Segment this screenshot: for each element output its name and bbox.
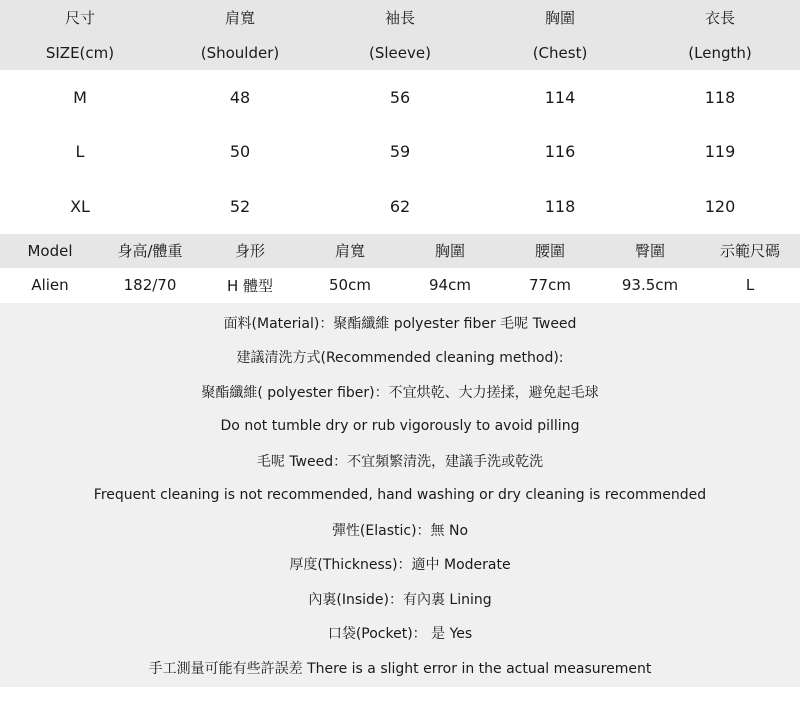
length-cell: 118 (704, 87, 736, 107)
body-type-cell: H 體型 (226, 276, 274, 295)
polyester-care-note-en: Do not tumble dry or rub vigorously to avoid pilling (220, 418, 580, 435)
model-table-header (0, 234, 800, 268)
header-size-en: SIZE(cm) (45, 43, 115, 62)
model-size-cell: L (745, 276, 755, 294)
size-table-header (0, 0, 800, 70)
header-height-weight: 身高/體重 (117, 242, 183, 260)
product-notes (0, 303, 800, 687)
table-row (0, 268, 800, 303)
header-shoulder: 肩寬 (334, 242, 365, 260)
chest-cell: 94cm (429, 276, 471, 294)
header-length-en: (Length) (688, 43, 752, 62)
sleeve-cell: 59 (389, 142, 411, 162)
size-header-zh-row (0, 0, 800, 35)
inside-note: 內裏(Inside)：有內裏 Lining (308, 591, 492, 608)
header-chest-en: (Chest) (532, 43, 588, 62)
table-row (0, 179, 800, 234)
table-row (0, 70, 800, 125)
header-body-type: 身形 (234, 242, 265, 260)
chest-cell: 116 (544, 142, 576, 162)
measurement-error-note: 手工測量可能有些許誤差 There is a slight error in the actual measurement (148, 660, 652, 677)
hip-cell: 93.5cm (621, 276, 679, 294)
chest-cell: 118 (544, 196, 576, 216)
shoulder-cell: 50cm (329, 276, 371, 294)
table-row (0, 125, 800, 180)
model-name-cell: Alien (31, 276, 69, 294)
header-sleeve-zh: 袖長 (384, 9, 415, 27)
header-size-zh: 尺寸 (64, 9, 95, 27)
length-cell: 120 (704, 196, 736, 216)
header-length-zh: 衣長 (704, 9, 735, 27)
header-chest: 胸圍 (434, 242, 465, 260)
size-header-en-row (0, 35, 800, 70)
shoulder-cell: 48 (229, 87, 251, 107)
height-weight-cell: 182/70 (123, 276, 177, 294)
material-note: 面料(Material)：聚酯纖維 polyester fiber 毛呢 Tweed (223, 315, 577, 332)
size-table-body (0, 70, 800, 234)
tweed-care-note-en: Frequent cleaning is not recommended, hand washing or dry cleaning is recommended (93, 487, 707, 504)
polyester-care-note: 聚酯纖維( polyester fiber)：不宜烘乾、大力搓揉，避免起毛球 (201, 384, 599, 401)
sleeve-cell: 62 (389, 196, 411, 216)
elastic-note: 彈性(Elastic)：無 No (331, 522, 469, 539)
header-model: Model (27, 241, 73, 260)
length-cell: 119 (704, 142, 736, 162)
tweed-care-note: 毛呢 Tweed：不宜頻繁清洗，建議手洗或乾洗 (256, 453, 544, 470)
header-model-size: 示範尺碼 (719, 242, 780, 260)
shoulder-cell: 52 (229, 196, 251, 216)
size-table (0, 0, 800, 234)
thickness-note: 厚度(Thickness)：適中 Moderate (289, 557, 511, 574)
chest-cell: 114 (544, 87, 576, 107)
waist-cell: 77cm (529, 276, 571, 294)
header-sleeve-en: (Sleeve) (369, 43, 431, 62)
sleeve-cell: 56 (389, 87, 411, 107)
size-cell: L (75, 142, 85, 162)
header-shoulder-zh: 肩寬 (224, 9, 255, 27)
shoulder-cell: 50 (229, 142, 251, 162)
header-chest-zh: 胸圍 (544, 9, 575, 27)
header-hip: 臀圍 (634, 242, 665, 260)
header-shoulder-en: (Shoulder) (200, 43, 280, 62)
size-cell: M (73, 87, 87, 107)
header-waist: 腰圍 (534, 242, 565, 260)
model-table (0, 234, 800, 303)
pocket-note: 口袋(Pocket)： 是 Yes (327, 626, 473, 643)
cleaning-method-heading: 建議清洗方式(Recommended cleaning method): (236, 350, 564, 367)
size-cell: XL (70, 196, 90, 216)
